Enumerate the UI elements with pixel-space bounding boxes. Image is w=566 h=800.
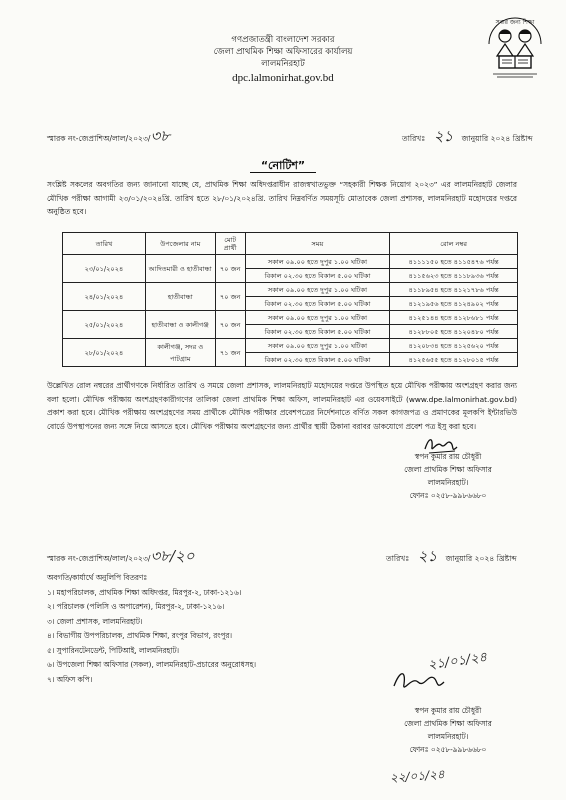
row-upazila: আদিতমারী ও হাতীবান্ধা (145, 255, 215, 283)
memo-date-label: তারিখঃ (386, 554, 410, 563)
memo-ref-prefix: স্মারক নং-জেপ্রাশিঅ/লাল/২০২৩/ (47, 134, 151, 143)
logo-text: সবার জন্য শিক্ষা (495, 19, 535, 26)
children-reading-seal-icon (483, 10, 547, 84)
signer-designation: জেলা প্রাথমিক শিক্ষা অফিসার (404, 719, 492, 728)
header-office: জেলা প্রাথমিক শিক্ষা অফিসারের কার্যালয় (213, 47, 353, 57)
title-underline (250, 172, 316, 173)
row-roll: ৪১২০৮৩৪ হতে ৪১২৫৬২০ পর্যন্ত (390, 339, 518, 353)
row-roll: ৪১১৮৯৫৪ হতে ৪১২১৭৮৬ পর্যন্ত (390, 283, 518, 297)
row-time: সকাল ০৯.০০ হতে দুপুর ১.০০ ঘটিকা (245, 255, 390, 269)
row-time: সকাল ০৯.০০ হতে দুপুর ১.০০ ঘটিকা (245, 339, 390, 353)
list-item: ১। মহাপরিচালক, প্রাথমিক শিক্ষা অধিদপ্তর, মিরপুর-২, ঢাকা-১২১৬। (47, 587, 242, 597)
row-count: ৭০ জন (215, 311, 245, 339)
memo-ref-hand: ৩৮ (150, 127, 170, 145)
memo-date (402, 125, 533, 150)
row-time: সকাল ০৯.০০ হতে দুপুর ১.০০ ঘটিকা (245, 283, 390, 297)
row-time: বিকাল ০২.৩০ হতে বিকাল ৫.০০ ঘটিকা (245, 325, 390, 339)
list-item: ৪। বিভাগীয় উপপরিচালক, প্রাথমিক শিক্ষা, রংপুর বিভাগ, রংপুর। (47, 631, 232, 640)
table-row (63, 255, 518, 269)
list-item: ৭। অফিস কপি। (47, 674, 93, 684)
signature-block (386, 450, 510, 502)
table-row (63, 283, 518, 297)
memo-ref-copy (47, 545, 195, 570)
memo-date-rest: জানুয়ারি ২০২৪ খ্রিষ্টাব্দ (461, 134, 533, 143)
distribution-list (47, 571, 256, 687)
header-govt: গণপ্রজাতন্ত্রী বাংলাদেশ সরকার (231, 35, 335, 45)
row-roll: ৪১২৫১৪৪ হতে ৪১২৮৬৮১ পর্যন্ত (390, 311, 518, 325)
row-date: ২৩/০১/২০২৪ (63, 255, 146, 283)
handwritten-date: ২২/০১/২৪ (389, 767, 446, 785)
memo-ref-prefix: স্মারক নং-জেপ্রাশিঅ/লাল/২০২৩/ (47, 554, 151, 563)
signer-phone: ফোনঃ ০২৫৮-৯৯৮৬৬৮০ (409, 491, 487, 500)
row-count: ৭১ জন (215, 339, 245, 367)
col-header-time: সময় (245, 233, 390, 255)
signer-name: স্বপন কুমার রায় চৌধুরী (414, 706, 482, 715)
schedule-table (62, 232, 518, 367)
row-time: বিকাল ০২.৩০ হতে বিকাল ৫.০০ ঘটিকা (245, 297, 390, 311)
header-url: dpc.lalmonirhat.gov.bd (232, 72, 334, 84)
signer-designation: জেলা প্রাথমিক শিক্ষা অফিসার (404, 465, 492, 474)
list-item: ৩। জেলা প্রশাসক, লালমনিরহাট। (47, 616, 143, 626)
list-item: ৫। সুপারিনটেনডেন্ট, পিটিআই, লালমনিরহাট। (47, 645, 180, 655)
signature-block (386, 704, 510, 756)
signer-name: স্বপন কুমার রায় চৌধুরী (414, 452, 482, 461)
row-time: বিকাল ০২.৩০ হতে বিকাল ৫.০০ ঘটিকা (245, 353, 390, 367)
memo-ref (47, 125, 170, 150)
list-item: ২। পরিচালক (পলিসি ও অপারেশন), মিরপুর-২, ঢাকা-১২১৬। (47, 602, 225, 611)
row-roll: ৪১২৮৮০৫ হতে ৪১২০৪৮০ পর্যন্ত (390, 325, 518, 339)
row-time: সকাল ০৯.০০ হতে দুপুর ১.০০ ঘটিকা (245, 311, 390, 325)
memo-date-copy (386, 545, 517, 570)
row-date: ২৪/০১/২০২৪ (63, 283, 146, 311)
signature-mark (390, 666, 450, 702)
col-header-roll: রোল নম্বর (390, 233, 518, 255)
table-header-row (63, 233, 518, 255)
row-upazila: হাতীবান্ধা ও কালীগঞ্জ (145, 311, 215, 339)
row-upazila: কালীগঞ্জ, সদর ও পাটগ্রাম (145, 339, 215, 367)
signer-phone: ফোনঃ ০২৫৮-৯৯৮৬৬৮০ (409, 745, 487, 754)
memo-date-rest: জানুয়ারি ২০২৪ খ্রিষ্টাব্দ (445, 554, 517, 563)
memo-date-label: তারিখঃ (402, 134, 426, 143)
row-roll: ৪১১৫৬২৩ হতে ৪১১৮৯৩৬ পর্যন্ত (390, 269, 518, 283)
row-count: ৭০ জন (215, 283, 245, 311)
row-date: ২৫/০১/২০২৪ (63, 311, 146, 339)
notice-title: “নোটিশ” (260, 159, 306, 172)
table-row (63, 311, 518, 325)
memo-ref-hand: ৩৮/২০ (150, 547, 195, 565)
col-header-date: তারিখ (63, 233, 146, 255)
notice-paragraph: সংশ্লিষ্ট সকলের অবগতির জন্য জানানো যাচ্ছে যে, প্রাথমিক শিক্ষা অধিদপ্তরাধীন রাজস্বখাতভুক্ত “সহকারী শিক্ষক নিয়োগ ২০২৩” এর লালমনিরহাট জেলার মৌখিক পরীক্ষা আগামী ২৩/০১/২০২৪খ্রি. তারিখ হতে ২৮/০১/২০২৪খ্রি. তারিখ নিম্নবর্ণিত সময়সূচি মোতাবেক জেলা প্রশাসক, লালমনিরহাট মহোদয়ের দপ্তরে অনুষ্ঠিত হবে। (47, 180, 517, 216)
handwritten-note: ২১/০১/২৪ (427, 649, 489, 674)
col-header-count: মোট প্রার্থী (215, 233, 245, 255)
memo-date-day: ২১ (417, 547, 438, 565)
signer-place: লালমনিরহাট। (427, 478, 469, 487)
instructions-paragraph: উল্লেখিত রোল নম্বরের প্রার্থীগণকে নির্ধারিত তারিখ ও সময়ে জেলা প্রশাসক, লালমনিরহাট মহোদয়ের দপ্তরে উপস্থিত হয়ে মৌখিক পরীক্ষায় অংশগ্রহণ করার জন্য বলা হলো। মৌখিক পরীক্ষায় অংশগ্রহণকারীগণের তালিকা জেলা প্রাথমিক শিক্ষা অফিস, লালমনিরহাট এর ওয়েবসাইটে (www.dpe.lalmonirhat.gov.bd) প্রকাশ করা হবে। মৌখিক পরীক্ষায় অংশগ্রহণের সময় প্রার্থীকে মৌখিক পরীক্ষার প্রবেশপত্রের নির্দেশনাতে বর্ণিত সকল কাগজপত্র ও প্রমাণকের মূলকপি ইন্টারভিউ বোর্ডে উপস্থাপনের জন্য সঙ্গে নিয়ে আসতে হবে। মৌখিক পরীক্ষায় অংশগ্রহণের জন্য প্রার্থীর স্থায়ী ঠিকানা বরাবর ডাকযোগে প্রবেশ পত্র ইসু করা হবে। (47, 381, 517, 431)
list-item: ৬। উপজেলা শিক্ষা অফিসার (সকল), লালমনিরহাট-প্রচারের অনুরোধসহ। (47, 660, 257, 669)
distribution-heading: অবগতি/কার্যার্থে অনুলিপি বিতরণঃ (47, 573, 148, 582)
memo-date-day: ২১ (433, 127, 454, 145)
row-upazila: হাতীবান্ধা (145, 283, 215, 311)
row-roll: ৪১২৫৬৫৫ হতে ৪১২৮০১৫ পর্যন্ত (390, 353, 518, 367)
col-header-upazila: উপজেলার নাম (145, 233, 215, 255)
row-date: ২৮/০১/২০২৪ (63, 339, 146, 367)
header-district: লালমনিরহাট (261, 59, 305, 69)
table-row (63, 339, 518, 353)
signer-place: লালমনিরহাট। (427, 732, 469, 741)
row-time: বিকাল ০২.৩০ হতে বিকাল ৫.০০ ঘটিকা (245, 269, 390, 283)
row-roll: ৪১২১৯৫৬ হতে ৪১২৪৯০২ পর্যন্ত (390, 297, 518, 311)
row-count: ৭০ জন (215, 255, 245, 283)
row-roll: ৪১১১১৫০ হতে ৪১১৫৪৭৬ পর্যন্ত (390, 255, 518, 269)
